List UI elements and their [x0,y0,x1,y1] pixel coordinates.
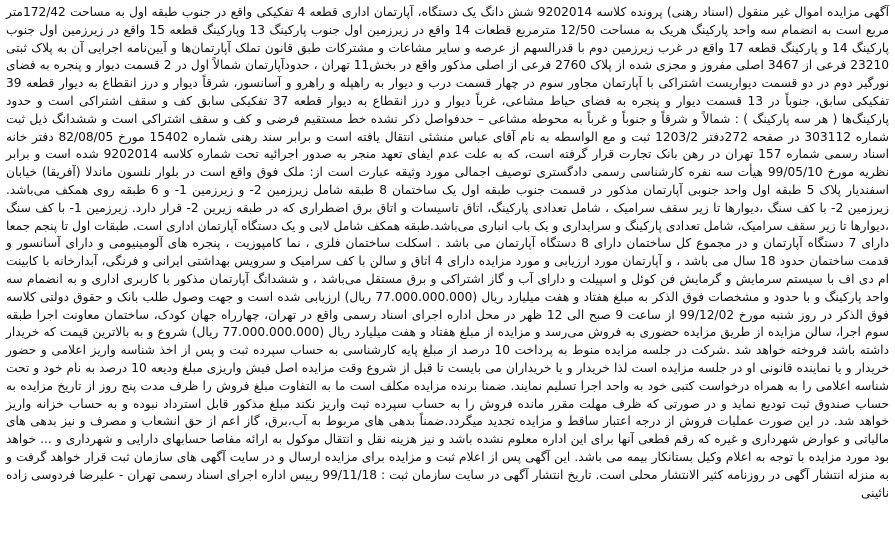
notice-body-text: آگهی مزایده اموال غیر منقول (اسناد رهنی) پرونده کلاسه 9202014 شش دانگ یک دستگاه، آپارتمان اداری قطعه 4 تفکیکی واقع در جنوب طبقه اول به مساحت 172/42متر مربع است به انضمام سه واحد پارکینگ هریک به مساحت 12/50 مترمربع قطعات 14 واقع در زیرزمین اول جنوب پارکینگ 13 وپارکینگ قطعه 15 واقع در زیرزمین اول جنوب پارکینگ 14 و پارکینگ قطعه 17 واقع در غرب زیرزمین دوم با قدرالسهم از عرصه و سایر مشاعات و مشترکات طبق قانون تملک آپارتمان‌ها و آیین‌نامه اجرایی آن به پلاک ثبتی 23210 فرعی از 3467 اصلی مفروز و مجزی شده از پلاک 2760 فرعی از اصلی مذکور واقع در بخش11 تهران ، حدودآپارتمان شمالاً اول در 2 قسمت دیوار و پنجره به فضای نورگیر دوم در دو قسمت دیواریست اشتراکی با آپارتمان مجاور سوم در چهار قسمت درب و دیوار به راهپله و راهرو و آسانسور، شرقاً دیوار و درز انقطاع به دیوار قطعه 39 تفکیکی سابق، جنوباً در 13 قسمت دیوار و پنجره به فضای حیاط مشاعی، غرباً دیوار و درز انقطاع به دیوار قطعه 37 تفکیکی سابق کف و سقف اشتراکی است و حدود پارکینگ‌ها ( هر سه پارکینگ ) : شمالاً و شرقاً و جنوباً و غرباً به محوطه مشاعی – حدفواصل ذکر نشده خط مستقیم فرضی و کف و سقف اشتراکی است و ششدانگ ذیل ثبت شماره 303112 در صفحه 272دفتر 1203/2 ثبت و مع الواسطه به نام آقای عباس منشئی انتقال یافته است و برابر سند رهنی شماره 15402 مورخ 82/08/05 دفتر خانه اسناد رسمی شماره 157 تهران در رهن بانک تجارت قرار گرفته است، که به علت عدم ایفای تعهد منجر به صدور اجرائیه تحت شماره کلاسه 9202014 شده است و برابر نظریه مورخ 99/05/10 هیأت سه نفره کارشناسی رسمی دادگستری توصیف اجمالی مورد وثیقه عبارت است از: ملک فوق واقع است در بلوار نلسون ماندلا (آفریقا) خیابان اسفندیار پلاک 5 طبقه اول واحد جنوبی آپارتمان مذکور در قسمت جنوب طبقه اول یک ساختمان 8 طبقه شامل زیرزمین 2- و زیرزمین 1- و 6 طبقه روی همکف می‌باشد. زیرزمین 2- با کف سنگ ،دیوارها تا زیر سقف سرامیک ، شامل تعدادی پارکینگ، اتاق تاسیسات و اتاق برق اضطراری که در طبقه زیرین 2- قرار دارد. زیرزمین 1- با کف سنگ ،دیوارها تا زیر سقف سرامیک، شامل تعدادی پارکینگ و سرایداری و یک باب انباری می‌باشد.طبقه همکف شامل لابی و یک دستگاه آپارتمان اداری است. طبقات اول تا پنجم جمعا دارای 7 دستگاه آپارتمان و در مجموع کل ساختمان دارای 8 دستگاه آپارتمان می باشد . اسکلت ساختمان فلزی ، نما کامپوزیت ، پنجره های آلومینیومی و دارای آسانسور و قدمت ساختمان حدود 18 سال می باشد ، و آپارتمان مورد ارزیابی و مورد مزایده دارای 4 اتاق و سالن با کف سرامیک و سرویس بهداشتی ایرانی و فرنگی، آبدارخانه با کابینت ام دی اف با سیستم سرمایش و گرمایش فن کوئل و اسپیلت و دارای آب و گاز اشتراکی و برق مستقل می‌باشد ، و ششدانگ آپارتمان مذکور با کاربری اداری و به انضمام سه واحد پارکینگ و با حدود و مشخصات فوق الذکر به مبلغ هفتاد و هفت میلیارد ریال (77.000.000.000 ریال) ارزیابی شده است و جهت وصول طلب بانک و حقوق دولتی کلاسه فوق الذکر در روز شنبه مورخ 99/12/02 از ساعت 9 صبح الی 12 ظهر در محل اداره اجرای اسناد رسمی واقع در تهران، چهارراه جهان کودک، ساختمان معاونت اجرا طبقه سوم اجرا، سالن مزایده از طریق مزایده حضوری به فروش می‌رسد و مزایده از مبلغ هفتاد و هفت میلیارد ریال (77.000.000.000 ریال) شروع و به بالاترین قیمت که خریدار داشته باشد فروخته خواهد شد .شرکت در جلسه مزایده منوط به پرداخت 10 درصد از مبلغ پایه کارشناسی به حساب سپرده ثبت و پس از اخذ شناسه واریز اعلامی و حضور خریدار و یا نماینده قانونی او در جلسه مزایده است لذا خریدار و یا خریداران می بایست تا قبل از شروع وقت مزایده اصل فیش واریزی مبلغ ودیعه 10 درصد به نام خود و تحت شناسه اعلامی را به همراه درخواست کتبی خود به واحد اجرا تسلیم نمایند. ضمنا برنده مزایده مکلف است ما به التفاوت مبلغ فروش را ظرف مدت پنج روز از تاریخ مزایده به حساب صندوق ثبت تودیع نماید و در صورتی که ظرف مهلت مقرر مانده فروش را به حساب سپرده ثبت واریز نکند مبلغ مذکور قابل استرداد نبوده و به حساب خزانه واریز خواهد شد. در این صورت عملیات فروش از درجه اعتبار ساقط و مزایده تجدید میگردد.ضمناً بدهی های مربوط به آب،برق، گاز اعم از حق انشعاب و مصرف و نیز بدهی های مالیاتی و عوارض شهرداری و غیره که رقم قطعی آنها برای این اداره معلوم نشده باشد و نیز هزینه نقل و انتقال موکول به ارائه مفاصا حسابهای دارایی و شهرداری و ... خواهد بود مورد مزایده با توجه به اعلام وکیل بستانکار بیمه می باشد. این آگهی پس از اعلام ثبت و مزایده برای مزایده ارسال و در سایت آگهی های سازمان ثبت قرار خواهد گرفت و به منزله انتشار آگهی در روزنامه کثیر الانتشار محلی است. تاریخ انتشار آگهی در سایت سازمان ثبت : 99/11/18 رییس اداره اجرای اسناد رسمی تهران - علیرضا فردوسی زاده نائینی [6,5,890,500]
